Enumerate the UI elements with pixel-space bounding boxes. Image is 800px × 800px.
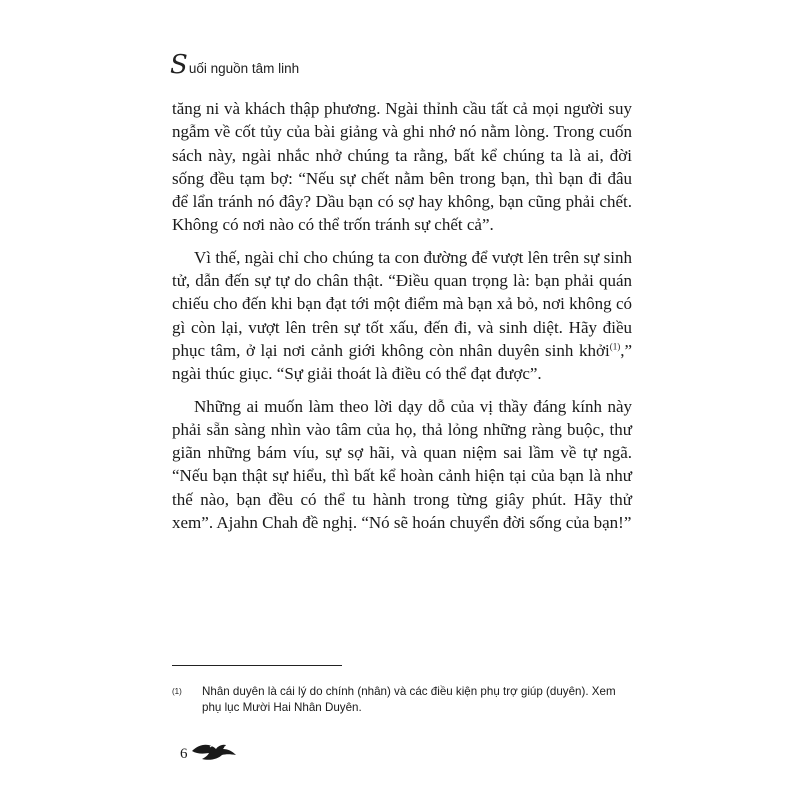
running-header bbox=[170, 52, 299, 78]
body-text bbox=[172, 97, 632, 543]
paragraph-2 bbox=[172, 246, 632, 386]
footnote-text: Nhân duyên là cái lý do chính (nhân) và các điều kiện phụ trợ giúp (duyên). Xem phụ lục Mười Hai Nhân Duyên. bbox=[202, 685, 616, 714]
footnote-divider bbox=[172, 665, 342, 666]
paragraph-2-text-b: ,” ngài thúc giục. “Sự giải thoát là điều có thể đạt được”. bbox=[172, 340, 632, 384]
page-number: 6 bbox=[180, 746, 188, 762]
footnote-marker: (1) bbox=[172, 687, 182, 696]
paragraph-1: tăng ni và khách thập phương. Ngài thỉnh cầu tất cả mọi người suy ngẫm về cốt tủy của bài giảng và ghi nhớ nó nằm lòng. Trong cuốn sách này, ngài nhắc nhở chúng ta rằng, bất kể chúng ta là ai, đời sống đều tạm bợ: “Nếu sự chết nằm bên trong bạn, thì bạn đi đâu để lẩn tránh nó đây? Dầu bạn có sợ hay không, bạn cũng phải chết. Không có nơi nào có thể trốn tránh sự chết cả”. bbox=[172, 99, 632, 235]
footnote bbox=[172, 684, 632, 716]
header-title: uối nguồn tâm linh bbox=[188, 61, 300, 76]
paragraph-3: Những ai muốn làm theo lời dạy dỗ của vị thầy đáng kính này phải sẵn sàng nhìn vào tâm của họ, thả lỏng những ràng buộc, thư giãn những bám víu, sự sợ hãi, và quan niệm sai lầm về tự ngã. “Nếu bạn thật sự hiểu, thì bất kể hoàn cảnh hiện tại của bạn là như thế nào, bạn đều có thể tu hành trong từng giây phút. Hãy thử xem”. Ajahn Chah đề nghị. “Nó sẽ hoán chuyển đời sống của bạn!” bbox=[172, 396, 632, 533]
footnote-reference: (1) bbox=[609, 341, 621, 352]
header-initial: S bbox=[170, 50, 188, 80]
page-number-block bbox=[180, 741, 238, 768]
flying-bird-ornament-icon bbox=[190, 741, 238, 768]
paragraph-2-text-a: Vì thế, ngài chỉ cho chúng ta con đường để vượt lên trên sự sinh tử, dẫn đến sự tự do chân thật. “Điều quan trọng là: bạn phải quán chiếu cho đến khi bạn đạt tới một điểm mà bạn xả bỏ, nơi không có gì còn lại, vượt lên trên sự tốt xấu, đến đi, và sinh diệt. Hãy điều phục tâm, ở lại nơi cảnh giới không còn nhân duyên sinh khởi bbox=[172, 247, 632, 360]
